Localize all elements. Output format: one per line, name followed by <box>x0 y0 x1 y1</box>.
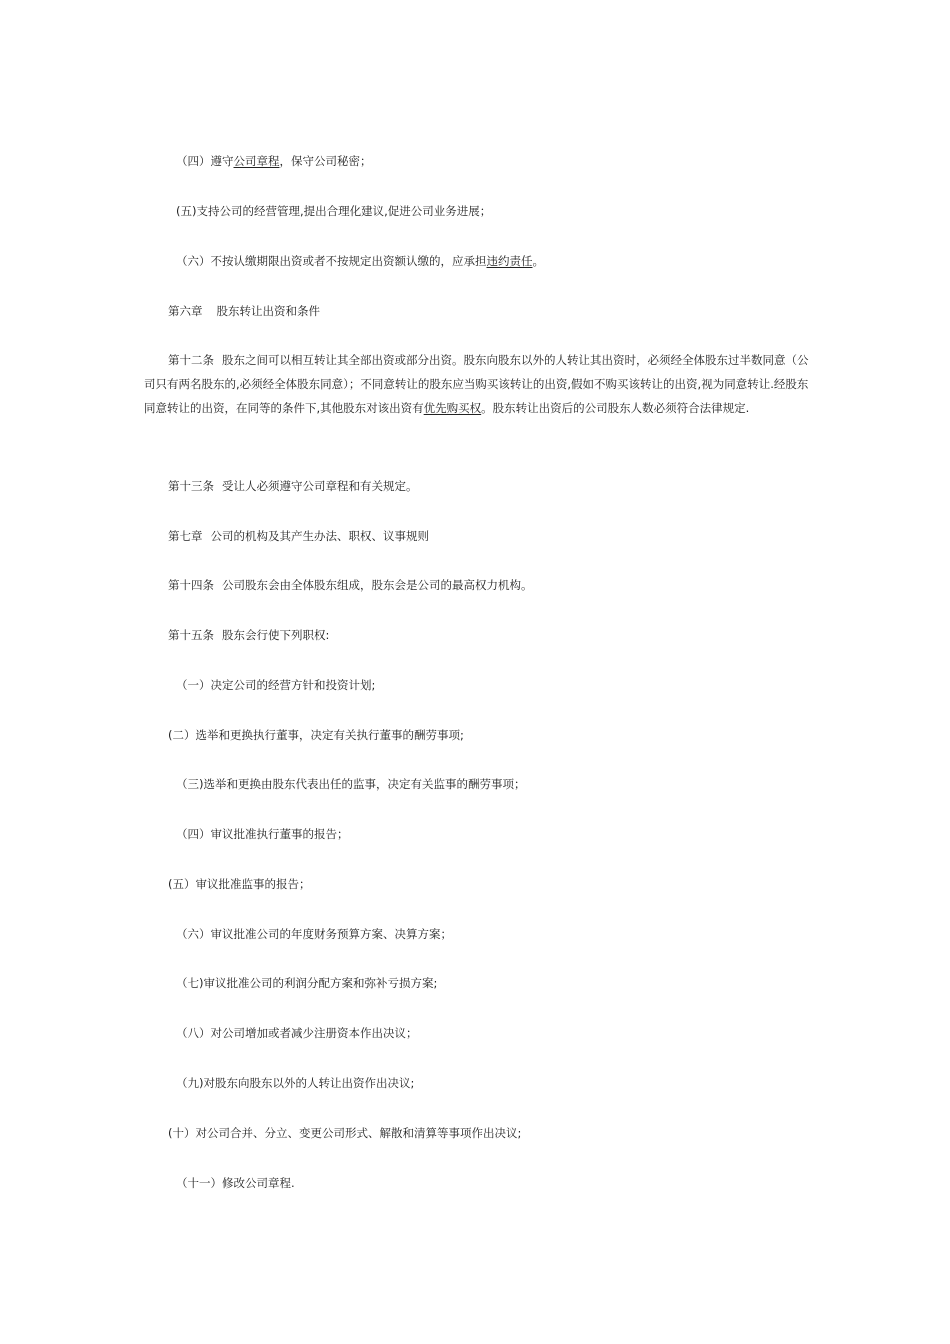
power-item-9: （九)对股东向股东以外的人转让出资作出决议; <box>176 1076 415 1090</box>
obligation-item-4 <box>176 153 372 169</box>
chapter-6-number: 第六章 <box>168 304 203 318</box>
preemptive-right-link[interactable]: 优先购买权 <box>423 401 482 415</box>
power-item-10: (十）对公司合并、分立、变更公司形式、解散和清算等事项作出决议; <box>168 1126 522 1140</box>
article-15-text: 股东会行使下列职权: <box>222 628 330 642</box>
article-13-text: 受让人必须遵守公司章程和有关规定。 <box>222 479 418 493</box>
obligation-item-4-text: （四）遵守 <box>176 154 234 168</box>
power-item-6: （六）审议批准公司的年度财务预算方案、决算方案； <box>176 927 452 941</box>
power-item-4: （四）审议批准执行董事的报告； <box>176 827 349 841</box>
chapter-7-title: 公司的机构及其产生办法、职权、议事规则 <box>210 529 429 543</box>
article-15 <box>168 627 329 643</box>
power-item-5: (五）审议批准监事的报告； <box>168 877 311 891</box>
power-item-11: （十一）修改公司章程. <box>176 1176 295 1190</box>
company-charter-link[interactable]: 公司章程 <box>233 154 280 168</box>
power-item-8: （八）对公司增加或者减少注册资本作出决议； <box>176 1026 418 1040</box>
chapter-6-heading <box>168 303 320 319</box>
article-14-text: 公司股东会由全体股东组成，股东会是公司的最高权力机构。 <box>222 578 533 592</box>
article-12 <box>144 348 810 420</box>
article-15-number: 第十五条 <box>168 628 214 642</box>
article-13 <box>168 478 418 494</box>
power-item-3: （三)选举和更换由股东代表出任的监事，决定有关监事的酬劳事项； <box>176 777 526 791</box>
chapter-7-number: 第七章 <box>168 529 203 543</box>
power-item-7: （七)审议批准公司的利润分配方案和弥补亏损方案; <box>176 976 438 990</box>
obligation-item-6-suffix: 。 <box>532 254 544 268</box>
power-item-2: (二）选举和更换执行董事，决定有关执行董事的酬劳事项; <box>168 728 464 742</box>
obligation-item-6-text: （六）不按认缴期限出资或者不按规定出资额认缴的，应承担 <box>176 254 487 268</box>
power-item-1: （一）决定公司的经营方针和投资计划; <box>176 678 376 692</box>
breach-liability-link[interactable]: 违约责任 <box>486 254 533 268</box>
article-14 <box>168 577 533 593</box>
obligation-item-5: (五)支持公司的经营管理,提出合理化建议,促进公司业务进展； <box>176 204 492 218</box>
chapter-6-title: 股东转让出资和条件 <box>216 304 320 318</box>
article-12-number: 第十二条 <box>168 353 214 367</box>
article-14-number: 第十四条 <box>168 578 214 592</box>
obligation-item-4-suffix: ，保守公司秘密； <box>279 154 372 168</box>
chapter-7-heading <box>168 528 429 544</box>
article-12-text-end: 。股东转让出资后的公司股东人数必须符合法律规定. <box>481 401 750 415</box>
article-12-text: 股东之间可以相互转让其全部出资或部分出资。股东向股东以外的人转让其出资时，必须经全体股东过半数同意（公司只有两名股东的,必须经全体股东同意）；不同意转让的股东应当购买该转让的出资,假如不购买该转让的出资,视为同意转让.经股东同意转让的出资，在同等的条件下,其他股东对该出资有 <box>144 353 809 415</box>
obligation-item-6 <box>176 253 544 269</box>
article-13-number: 第十三条 <box>168 479 214 493</box>
